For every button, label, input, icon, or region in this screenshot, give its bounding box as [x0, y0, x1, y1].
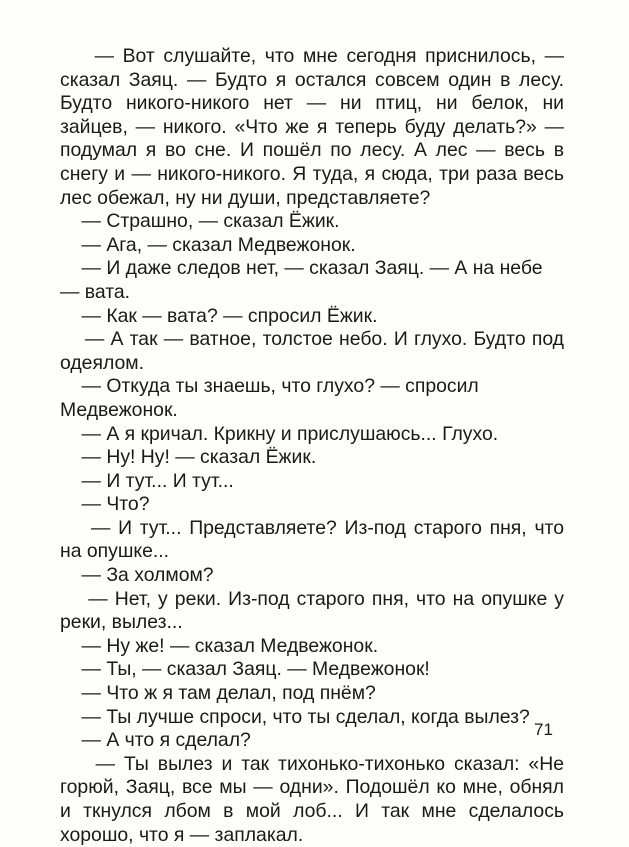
paragraph-cotton-sky: — А так — ватное, толстое небо. И глухо. Будто под одеялом. — [60, 328, 564, 374]
paragraph-well-well: — Ну! Ну! — сказал Ёжик. — [60, 446, 317, 469]
paragraph-ask-better: — Ты лучше спроси, что ты сделал, когда вылез? — [60, 705, 530, 728]
paragraph-dont-grieve: — Ты вылез и так тихонько-тихонько сказал: «Не горюй, Заяц, все мы — одни». Подошёл ко мне, обнял и ткнулся лбом в мой лоб... И так мне сделалось хорошо, что я — заплакал. — [60, 752, 564, 846]
story-text — [60, 45, 564, 847]
paragraph-you-bear: — Ты, — сказал Заяц. — Медвежонок! — [60, 658, 430, 681]
paragraph-hedgehog-scary: — Страшно, — сказал Ёжик. — [60, 210, 340, 233]
paragraph-bear-aga: — Ага, — сказал Медвежонок. — [60, 233, 356, 256]
paragraph-hare-dream: — Вот слушайте, что мне сегодня приснилось, — сказал Заяц. — Будто я остался совсем один в лесу. Будто никого-никого нет — ни птиц, ни белок, ни зайцев, — никого. «Что же я теперь буду делать?» — подумал я во сне. И пошёл по лесу. А лес — весь в снегу и — никого-никого. Я туда, я сюда, три раза весь лес обежал, ну ни души, представляете? — [60, 45, 564, 209]
paragraph-come-on: — Ну же! — сказал Медвежонок. — [60, 634, 379, 657]
paragraph-old-stump: — И тут... Представляете? Из-под старого пня, что на опушке... — [60, 516, 564, 563]
paragraph-cotton-question: — Как — вата? — спросил Ёжик. — [60, 304, 378, 327]
paragraph-and-then: — И тут... И тут... — [60, 469, 234, 492]
paragraph-shouted: — А я кричал. Крикну и прислушаюсь... Глухо. — [60, 422, 499, 445]
paragraph-no-tracks: — И даже следов нет, — сказал Заяц. — А на небе — вата. — [60, 257, 543, 303]
paragraph-what: — Что? — [60, 493, 150, 516]
paragraph-behind-hill: — За холмом? — [60, 564, 214, 587]
page-number: 71 — [534, 720, 553, 739]
paragraph-by-river: — Нет, у реки. Из-под старого пня, что на опушке у реки, вылез... — [60, 587, 564, 634]
paragraph-what-did: — А что я сделал? — [60, 729, 251, 752]
paragraph-how-know: — Откуда ты знаешь, что глухо? — спросил Медвежонок. — [60, 375, 479, 421]
paragraph-under-stump: — Что ж я там делал, под пнём? — [60, 682, 376, 705]
